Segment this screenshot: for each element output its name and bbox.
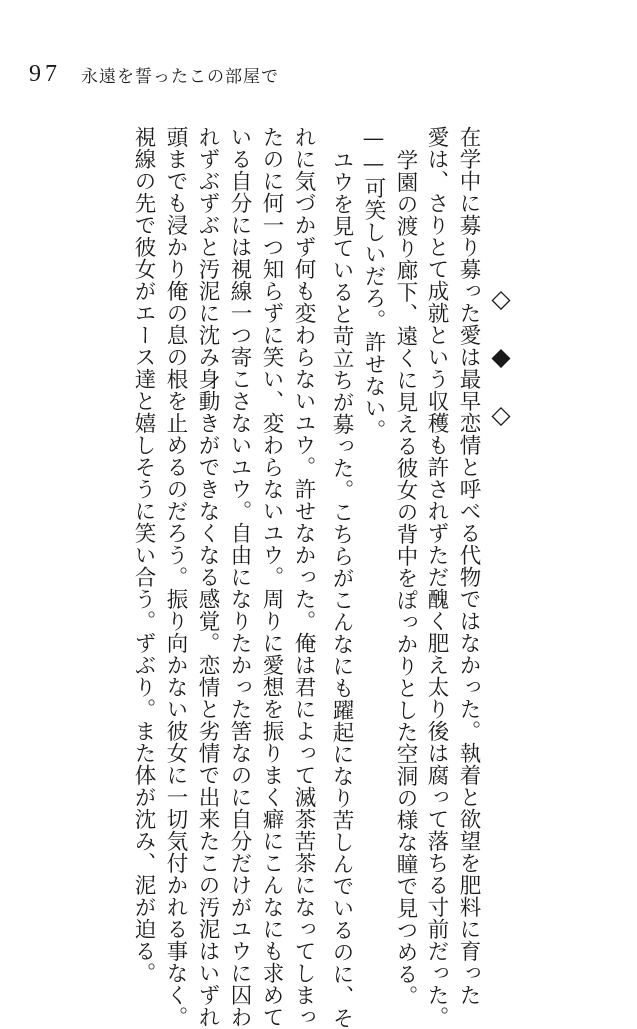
text-line-6: れに気づかず何も変わらないユウ。許せなかった。俺は君によって滅茶苦茶になってしまっ — [291, 126, 316, 1028]
hollow-diamond-icon: ◇ — [491, 400, 511, 429]
text-line-1: 在学中に募り募った愛は最早恋情と呼べる代物ではなかった。執着と欲望を肥料に育った — [456, 126, 481, 1006]
section-break-ornament — [484, 282, 518, 432]
text-line-4: ——可笑しいだろ。許せない。 — [361, 126, 386, 441]
text-line-8: いる自分には視線一つ寄こさないユウ。自由になりたかった筈なのに自分だけがユウに囚わ — [227, 126, 252, 1028]
text-line-3: 学園の渡り廊下、遠くに見える彼女の背中をぽっかりとした空洞の様な瞳で見つめる。 — [393, 149, 418, 1007]
page-number: 97 — [29, 60, 61, 87]
text-line-5: ユウを見ていると苛立ちが募った。こちらがこんなにも躍起になり苦しんでいるのに、そ — [329, 149, 354, 1029]
text-line-7: たのに何一つ知らずに笑い、変わらないユウ。周りに愛想を振りまく癖にこんなにも求めて — [259, 126, 284, 1028]
text-line-9: れずぶずぶと汚泥に沈み身動きができなくなる感覚。恋情と劣情で出来たこの汚泥はいずれ — [195, 126, 220, 1028]
text-line-11: 視線の先で彼女がエース達と嬉しそうに笑い合う。ずぶり。また体が沈み、泥が迫る。 — [131, 126, 156, 984]
running-title: 永遠を誓ったこの部屋で — [81, 66, 279, 87]
hollow-diamond-icon: ◇ — [491, 284, 511, 313]
text-line-2: 愛は、さりとて成就という収穫も許されずただ醜く肥え太り後は腐って落ちる寸前だった。 — [424, 126, 449, 1028]
filled-diamond-icon: ◆ — [491, 342, 511, 371]
text-line-10: 頭までも浸かり俺の息の根を止めるのだろう。振り向かない彼女に一切気付かれる事なく。 — [163, 126, 188, 1028]
running-header — [29, 58, 279, 90]
